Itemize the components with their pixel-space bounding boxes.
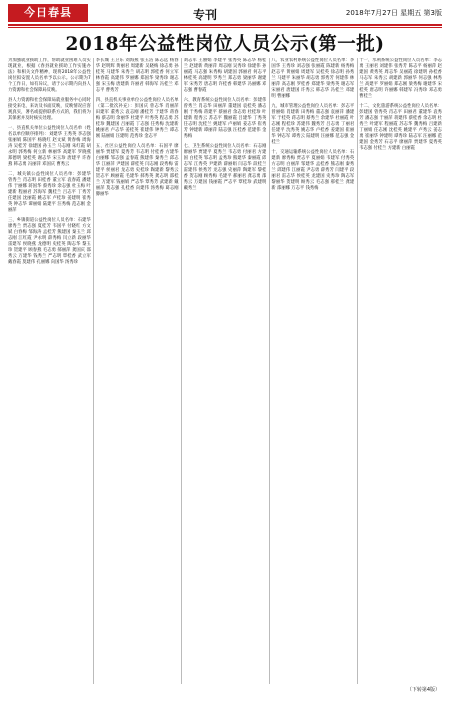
text-column — [271, 58, 354, 684]
masthead — [8, 4, 442, 24]
paragraph: 六、教育系统公益性岗位人员名单：彭建伟 曾秀兰 肖志华 田丽萍 董建国 袁桂英 潘志刚 于秀梅 蒋建平 蔡丽君 余志勇 杜桂珍 叶建新 程秀云 苏志平 魏丽霞 吕建华 丁秀英 任志明 沈桂兰 姚建军 卢丽娟 姜志华 崔秀芳 钟建新 谭丽萍 陆志强 汪桂香 范建伟 金秀梅 — [183, 98, 267, 139]
newspaper-logo: 今日春县 — [8, 4, 88, 22]
page-headline: 2018年公益性岗位人员公示(第一批) — [65, 34, 385, 55]
paragraph: 县人力资源和社会保障局就业服务中心同时接受来电、来访及书面反映，反映情况应客观真实，署名或提供联系方式的，我们将为其保密并及时核实处理。 — [8, 98, 91, 121]
paragraph: 十一、水利系统公益性岗位人员名单：李志勇 王丽君 刘建伟 张秀芳 陈志平 杨丽萍 赵建国 黄秀英 周志华 吴丽霞 徐建明 孙桂香 马志军 朱秀云 胡建新 郭丽华 何志强 林秀兰 高建平 罗丽娟 郑志刚 梁秀梅 谢建华 宋桂英 唐志明 许丽娜 韩建军 冯秀珍 邓志勇 曹桂兰 — [359, 58, 442, 99]
paragraph: 四、县直机关事业单位公益性岗位人员名单（第二批次补充）：彭国庆 曾志华 肖丽萍 田建军 董秀云 袁志刚 潘桂芳 于建华 蒋春梅 蔡志明 余丽华 杜建平 叶秀英 程志勇 苏桂珍 魏建国 吕丽霞 丁志强 任秀梅 沈建新 姚丽君 卢志华 姜桂英 崔建伟 钟秀兰 谭志刚 陆丽娟 汪建明 范秀珍 金志平 — [95, 98, 179, 139]
column-divider — [269, 58, 270, 684]
text-column — [184, 58, 267, 684]
text-column — [96, 58, 179, 684]
paragraph: 十二、文化旅游系统公益性岗位人员名单：彭建国 曾秀英 肖志平 田丽君 董建华 袁秀芳 潘志强 于丽萍 蒋建伟 蔡桂香 余志明 杜秀兰 叶建军 程丽霞 苏志华 魏秀梅 吕建新 丁丽娟 任志刚 沈桂英 姚建平 卢秀云 姜志勇 崔丽华 钟建明 谭秀珍 陆志军 汪丽娜 范建国 金秀芳 石志平 廖丽萍 贾建华 夏秀英 韦志强 付桂兰 方建新 白丽霞 — [359, 104, 442, 151]
masthead-rule — [8, 24, 442, 26]
column-divider — [357, 58, 358, 684]
text-column — [8, 58, 91, 684]
masthead-rule-thin — [8, 27, 442, 28]
paragraph: 为加强就业援助工作，帮助就业困难人员实现就业，根据《春县就业援助工作实施办法》和相关文件精神，现将2018年公益性岗位拟安置人员名单予以公示。公示期为7个工作日，如有异议，请于公示期内向县人力资源和社会保障局反映。 — [8, 58, 91, 93]
issue-weekday: 星期五 — [400, 9, 422, 17]
section-title: 专刊 — [193, 8, 218, 22]
column-divider — [93, 58, 94, 684]
article-body — [8, 58, 442, 684]
paragraph: 八、农业农村系统公益性岗位人员名单：李国华 王秀珍 刘志强 张丽霞 陈建新 杨秀梅 赵志平 黄丽娟 周建军 吴桂英 徐志明 孙秀兰 马建平 朱丽华 胡志勇 郭秀芳 何建伟 林丽萍 高志刚 罗桂香 郑建华 梁秀英 谢志军 宋丽君 唐建国 许秀云 韩志华 冯桂兰 邓建明 曹丽娜 — [271, 58, 355, 99]
continued-note: （下转第4版） — [406, 687, 440, 693]
paragraph: 刘志军 王丽娟 李建平 张秀英 陈志华 杨桂兰 赵建新 黄丽萍 周志刚 吴秀珍 徐建伟 孙丽霞 马志强 朱秀梅 胡建国 郭丽君 何志平 林桂英 高建明 罗秀兰 郑志勇 梁丽华 谢建军 宋秀芳 唐志明 许桂香 韩建华 冯丽娜 邓志强 曹春霞 — [183, 58, 267, 93]
page-number: 第3版 — [423, 9, 442, 17]
paragraph: 二、城关镇公益性岗位人员名单：彭建华 曾秀兰 肖志明 田桂香 董立军 袁春霞 潘建伟 于丽娜 蒋国华 蔡秀珍 余志强 杜玉梅 叶建新 程丽君 苏海军 魏桂兰 吕志平 丁秀芳 任建国 沈丽霞 姚志军 卢桂珍 姜建明 崔秀英 钟志华 谭丽娟 陆建平 汪秀梅 范志刚 金丽萍 — [8, 172, 91, 213]
paragraph: 一、县直机关单位公益性岗位人员名单（姓名以单位顺序排列）：刘建华 王秀英 李志强 张丽娟 陈国平 杨晓红 赵文斌 黄春梅 周海涛 吴桂芳 徐建国 孙玉兰 马志刚 朱红霞 胡永明 郭秀梅 何立新 林丽华 高建军 罗晓燕 郑德明 梁桂英 谢志华 宋玉珍 唐建平 许春燕 韩志勇 冯丽萍 邓国庆 曹秀云 — [8, 126, 91, 167]
paragraph: 李长城 王卫东 刘海燕 张玉洁 陈志远 杨春华 赵明辉 黄丽君 周建新 吴晓梅 徐志勇 孙桂英 马建华 朱秀兰 胡志明 郭桂香 何立军 林春霞 高建伟 罗丽娜 郑国华 梁秀珍 谢志强 宋玉梅 唐建新 许丽君 韩海军 冯桂兰 邓志平 曹秀芳 — [95, 58, 179, 93]
issue-date: 2018年7月27日 — [345, 9, 399, 17]
paragraph: 九、城市管理公益性岗位人员名单：彭志平 曾丽娟 肖建新 田秀梅 董志强 袁丽萍 潘建军 于桂英 蒋志明 蔡秀兰 余建华 杜丽霞 叶志刚 程桂珍 苏建伟 魏秀芳 吕志勇 丁丽君 任建平 沈秀英 姚志华 卢桂香 姜建国 崔丽华 钟志军 谭秀云 陆建明 汪丽娜 范志强 金桂兰 — [271, 104, 355, 145]
paragraph: 七、卫生系统公益性岗位人员名单：石志刚 廖丽华 贾建平 夏秀兰 韦志勇 付丽君 方建国 白桂英 邹志明 孟秀珍 熊建华 秦丽霞 邱志军 江秀英 尹建新 薛丽娟 闫志华 段桂兰 雷建伟 侯秀芳 龙志强 史丽萍 陶建军 黎桂香 贺志刚 顾秀梅 毛建平 郝丽君 龚志勇 邵秀云 万建国 钱丽霞 严志平 覃桂珍 武建明 戴秀兰 — [183, 144, 267, 191]
paragraph: 三、乡镇街道公益性岗位人员名单：石建华 廖秀兰 贾志强 夏桂芳 韦国平 付晓红 方文斌 白春梅 邹海涛 孟桂芳 熊建国 秦玉兰 邱志刚 江红霞 尹永明 薛秀梅 闫立新 段丽华 雷建军 侯晓燕 龙德明 史桂英 陶志华 黎玉珍 贺建平 顾春燕 毛志勇 郝丽萍 龚国庆 邵秀云 万建华 钱秀兰 严志明 覃桂香 武立军 戴春霞 莫建伟 孔丽娜 向国华 汤秀珍 — [8, 218, 91, 265]
dateline — [346, 8, 442, 18]
column-divider — [181, 58, 182, 684]
paragraph: 十、交通运输系统公益性岗位人员名单：石建新 廖秀梅 贾志平 夏丽娟 韦建军 付秀英 方志明 白丽萍 邹建华 孟桂香 熊志刚 秦秀兰 邱建伟 江丽霞 尹志勇 薛秀芳 闫建平 段丽君 雷志华 侯桂英 龙建国 史秀珍 陶志军 黎丽华 贺建明 顾秀云 毛志强 郝桂兰 龚建新 邵丽娜 万志平 钱秀梅 — [271, 150, 355, 191]
text-column — [359, 58, 442, 684]
paragraph: 五、社区公益性岗位人员名单：石国平 廖丽华 贾建军 夏秀芳 韦志明 付桂香 方建华 白丽娜 邹志强 孟春霞 熊建伟 秦秀兰 邱志华 江丽萍 尹建国 薛桂英 闫志刚 段秀梅 雷建平 侯丽君 龙志勇 史桂珍 陶建新 黎秀云 贺志平 顾丽霞 毛建华 郝秀英 龚志明 邵桂兰 万建军 钱丽娟 严志华 覃秀芳 武建新 戴丽萍 莫志强 孔桂香 向建伟 汤秀梅 葛志刚 滕丽华 — [95, 144, 179, 197]
